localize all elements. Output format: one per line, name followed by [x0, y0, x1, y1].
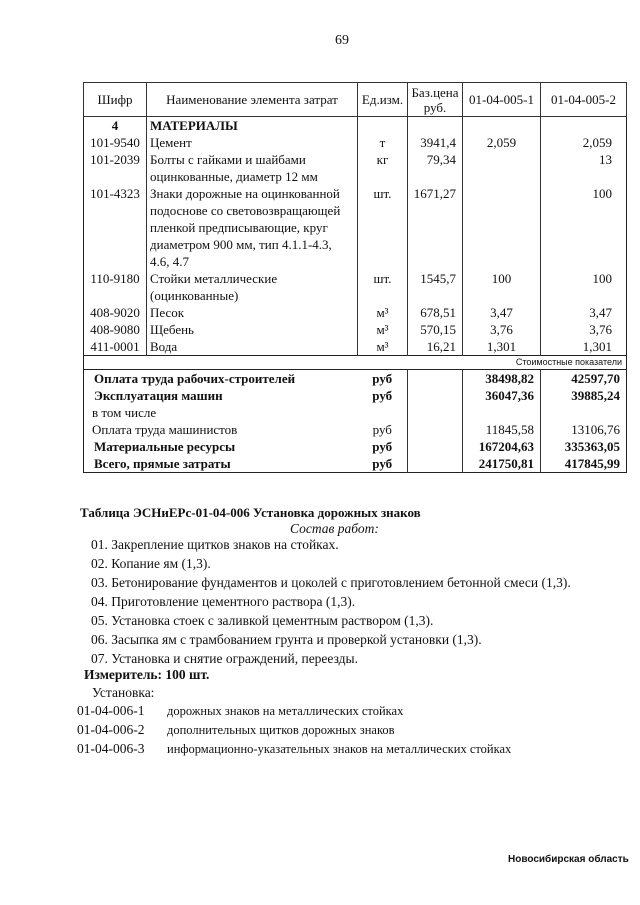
- summary-empty: [408, 438, 463, 455]
- cell-unit: кг: [358, 151, 408, 185]
- header-code: Шифр: [84, 83, 147, 117]
- summary-v1: 38498,82: [463, 370, 541, 388]
- summary-empty: [408, 404, 463, 421]
- cell-price: 3941,4: [408, 134, 463, 151]
- summary-name: в том числе: [92, 405, 157, 420]
- table-row: [84, 117, 627, 135]
- work-item: 04. Приготовление цементного раствора (1,3).: [91, 594, 356, 609]
- meter-label: Измеритель: 100 шт.: [84, 667, 210, 682]
- cell-code: 101-2039: [90, 152, 140, 167]
- cell-v1: 100: [463, 270, 541, 304]
- section-title: Таблица ЭСНиЕРс-01-04-006 Установка дорожных знаков: [80, 505, 421, 520]
- cell-code: 411-0001: [90, 339, 140, 354]
- item-code: 01-04-006-2: [77, 722, 145, 737]
- cell-v2: 3,47: [541, 304, 627, 321]
- cell-v2: 1,301: [541, 338, 627, 356]
- summary-row: [84, 387, 627, 404]
- summary-v1: 36047,36: [463, 387, 541, 404]
- cell-v1: [463, 117, 541, 135]
- cell-name: Вода: [147, 338, 358, 356]
- cell-price: [408, 117, 463, 135]
- cell-v2: 100: [541, 270, 627, 304]
- caption: Стоимостные показатели: [84, 356, 627, 370]
- header-price: Баз.цена руб.: [408, 83, 463, 117]
- cell-v2: 2,059: [541, 134, 627, 151]
- work-item: 03. Бетонирование фундаментов и цоколей с приготовлением бетонной смеси (1,3).: [91, 575, 571, 590]
- cell-v2: 100: [541, 185, 627, 270]
- summary-name: Оплата труда машинистов: [92, 422, 238, 437]
- work-item: 02. Копание ям (1,3).: [91, 556, 211, 571]
- cell-price: 16,21: [408, 338, 463, 356]
- item-text: информационно-указательных знаков на металлических стойках: [167, 742, 512, 756]
- summary-v2: [541, 404, 627, 421]
- summary-row: [84, 421, 627, 438]
- cell-price: 79,34: [408, 151, 463, 185]
- summary-v2: 13106,76: [541, 421, 627, 438]
- summary-v2: 335363,05: [541, 438, 627, 455]
- summary-empty: [408, 387, 463, 404]
- header-col-1: 01-04-005-1: [463, 83, 541, 117]
- cell-price: 1671,27: [408, 185, 463, 270]
- item-text: дополнительных щитков дорожных знаков: [167, 723, 395, 737]
- footer-region: Новосибирская область: [508, 854, 629, 865]
- header-name: Наименование элемента затрат: [147, 83, 358, 117]
- cell-name: Знаки дорожные на оцинкованной подоснове со световозвращающей пленкой предписывающие, круг диаметром 900 мм, тип 4.1.1-4.3, 4.6, 4.7: [147, 185, 358, 270]
- cell-v1: [463, 151, 541, 185]
- summary-unit: руб: [372, 439, 393, 454]
- summary-v1: 11845,58: [463, 421, 541, 438]
- cell-v1: [463, 185, 541, 270]
- summary-v2: 39885,24: [541, 387, 627, 404]
- cell-code: 101-9540: [90, 135, 140, 150]
- table-row: [84, 321, 627, 338]
- work-item: 07. Установка и снятие ограждений, переезды.: [91, 651, 358, 666]
- cell-v1: 3,76: [463, 321, 541, 338]
- summary-unit: руб: [372, 456, 393, 471]
- summary-v1: [463, 404, 541, 421]
- summary-unit: [358, 404, 408, 421]
- summary-empty: [408, 421, 463, 438]
- summary-v2: 417845,99: [541, 455, 627, 473]
- works-heading: Состав работ:: [290, 521, 379, 536]
- cell-v2: 3,76: [541, 321, 627, 338]
- resource-table: [83, 82, 627, 473]
- cell-name: Цемент: [147, 134, 358, 151]
- table-row: [84, 270, 627, 304]
- cell-price: 1545,7: [408, 270, 463, 304]
- cell-price: 678,51: [408, 304, 463, 321]
- cell-v2: [541, 117, 627, 135]
- item-code: 01-04-006-3: [77, 741, 145, 756]
- cell-code: 101-4323: [90, 186, 140, 201]
- cell-name: Болты с гайками и шайбами оцинкованные, диаметр 12 мм: [147, 151, 358, 185]
- table-row: [84, 338, 627, 356]
- header-col-2: 01-04-005-2: [541, 83, 627, 117]
- cell-code: 110-9180: [90, 271, 140, 286]
- summary-v2: 42597,70: [541, 370, 627, 388]
- summary-row: [84, 370, 627, 388]
- work-item: 01. Закрепление щитков знаков на стойках.: [91, 537, 339, 552]
- page-number: 69: [335, 33, 349, 48]
- summary-unit: руб: [372, 422, 392, 437]
- summary-empty: [408, 370, 463, 388]
- cell-unit: м³: [358, 321, 408, 338]
- cell-v1: 2,059: [463, 134, 541, 151]
- summary-name: Материальные ресурсы: [94, 439, 236, 454]
- summary-name: Эксплуатация машин: [94, 388, 223, 403]
- table-row: [84, 134, 627, 151]
- item-text: дорожных знаков на металлических стойках: [167, 704, 404, 718]
- summary-name: Оплата труда рабочих-строителей: [84, 370, 358, 388]
- work-item: 06. Засыпка ям с трамбованием грунта и проверкой установки (1,3).: [91, 632, 482, 647]
- summary-unit: руб: [372, 388, 393, 403]
- cell-unit: т: [358, 134, 408, 151]
- cell-unit: шт.: [358, 270, 408, 304]
- cell-name: МАТЕРИАЛЫ: [147, 117, 358, 135]
- cell-price: 570,15: [408, 321, 463, 338]
- summary-row: [84, 404, 627, 421]
- cell-code: 408-9080: [90, 322, 140, 337]
- summary-empty: [408, 455, 463, 473]
- cell-unit: м³: [358, 304, 408, 321]
- cell-v2: 13: [541, 151, 627, 185]
- caption-row: [84, 356, 627, 370]
- table-row: [84, 151, 627, 185]
- install-label: Установка:: [92, 685, 155, 700]
- cell-v1: 3,47: [463, 304, 541, 321]
- cell-unit: [358, 117, 408, 135]
- cell-name: Щебень: [147, 321, 358, 338]
- summary-v1: 241750,81: [463, 455, 541, 473]
- cell-unit: шт.: [358, 185, 408, 270]
- table-row: [84, 185, 627, 270]
- table-header-row: [84, 83, 627, 117]
- item-code: 01-04-006-1: [77, 703, 145, 718]
- table-row: [84, 304, 627, 321]
- cell-name: Стойки металлические (оцинкованные): [147, 270, 358, 304]
- header-unit: Ед.изм.: [358, 83, 408, 117]
- cell-unit: м³: [358, 338, 408, 356]
- summary-v1: 167204,63: [463, 438, 541, 455]
- summary-row: [84, 438, 627, 455]
- cell-code: 4: [111, 118, 119, 133]
- cell-v1: 1,301: [463, 338, 541, 356]
- work-item: 05. Установка стоек с заливкой цементным раствором (1,3).: [91, 613, 434, 628]
- cell-code: 408-9020: [90, 305, 140, 320]
- summary-unit: руб: [358, 370, 408, 388]
- summary-row: [84, 455, 627, 473]
- cell-name: Песок: [147, 304, 358, 321]
- summary-name: Всего, прямые затраты: [94, 456, 231, 471]
